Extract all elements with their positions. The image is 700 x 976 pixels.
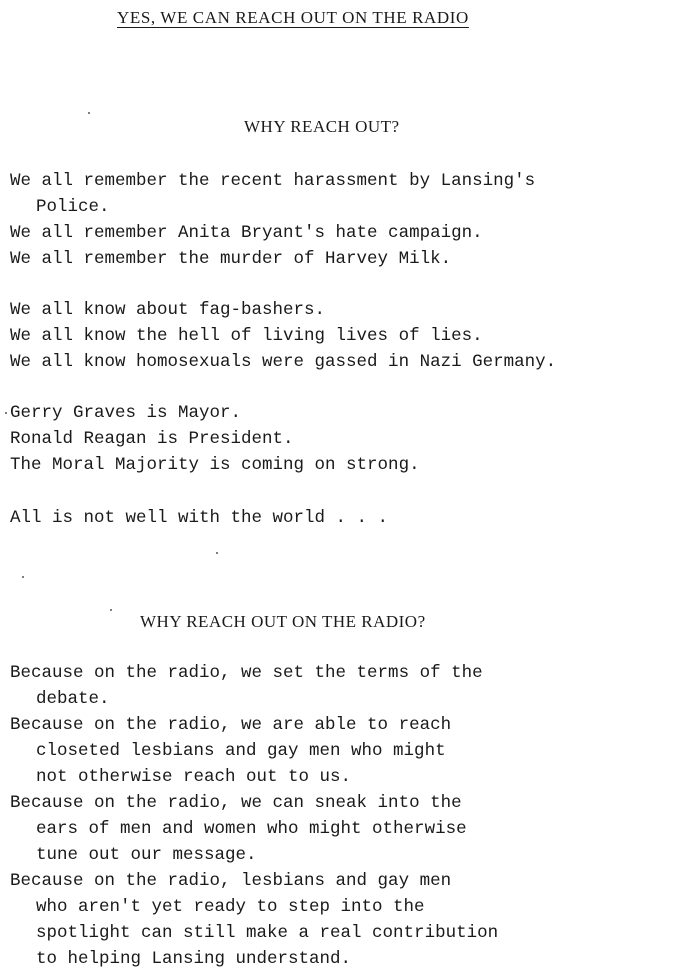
text-line: not otherwise reach out to us. xyxy=(36,767,352,787)
text-line: Because on the radio, we can sneak into the xyxy=(10,793,462,813)
stanza-remember xyxy=(10,168,535,272)
scan-speck xyxy=(216,552,218,554)
scan-speck xyxy=(5,412,7,414)
text-line: We all remember the murder of Harvey Milk. xyxy=(10,249,452,269)
text-line: Gerry Graves is Mayor. xyxy=(10,403,242,423)
text-line: spotlight can still make a real contribution xyxy=(36,923,499,943)
text-line: We all know homosexuals were gassed in Nazi Germany. xyxy=(10,352,557,372)
section-heading-why-radio: WHY REACH OUT ON THE RADIO? xyxy=(140,612,426,631)
scan-speck xyxy=(110,609,112,611)
text-line: ears of men and women who might otherwise xyxy=(36,819,467,839)
text-line: debate. xyxy=(36,689,110,709)
text-line: Police. xyxy=(36,197,110,217)
scan-speck xyxy=(88,112,90,114)
text-line: We all know the hell of living lives of lies. xyxy=(10,326,483,346)
text-line: Because on the radio, lesbians and gay men xyxy=(10,871,452,891)
stanza-conclusion xyxy=(10,505,388,531)
stanza-politics xyxy=(10,400,420,478)
text-line: to helping Lansing understand. xyxy=(36,949,352,969)
section-heading-why-reach-out: WHY REACH OUT? xyxy=(244,117,400,136)
text-line: Because on the radio, we set the terms of the xyxy=(10,663,483,683)
text-line: tune out our message. xyxy=(36,845,257,865)
text-line: who aren't yet ready to step into the xyxy=(36,897,425,917)
text-line: All is not well with the world . . . xyxy=(10,508,389,528)
text-line: Because on the radio, we are able to reach xyxy=(10,715,452,735)
text-line: Ronald Reagan is President. xyxy=(10,429,294,449)
document-title: YES, WE CAN REACH OUT ON THE RADIO xyxy=(117,8,469,27)
stanza-because-radio xyxy=(10,660,498,972)
stanza-know xyxy=(10,297,556,375)
text-line: We all remember the recent harassment by Lansing's xyxy=(10,171,536,191)
text-line: We all know about fag-bashers. xyxy=(10,300,326,320)
scan-speck xyxy=(22,576,24,578)
text-line: We all remember Anita Bryant's hate campaign. xyxy=(10,223,483,243)
text-line: The Moral Majority is coming on strong. xyxy=(10,455,420,475)
text-line: closeted lesbians and gay men who might xyxy=(36,741,446,761)
